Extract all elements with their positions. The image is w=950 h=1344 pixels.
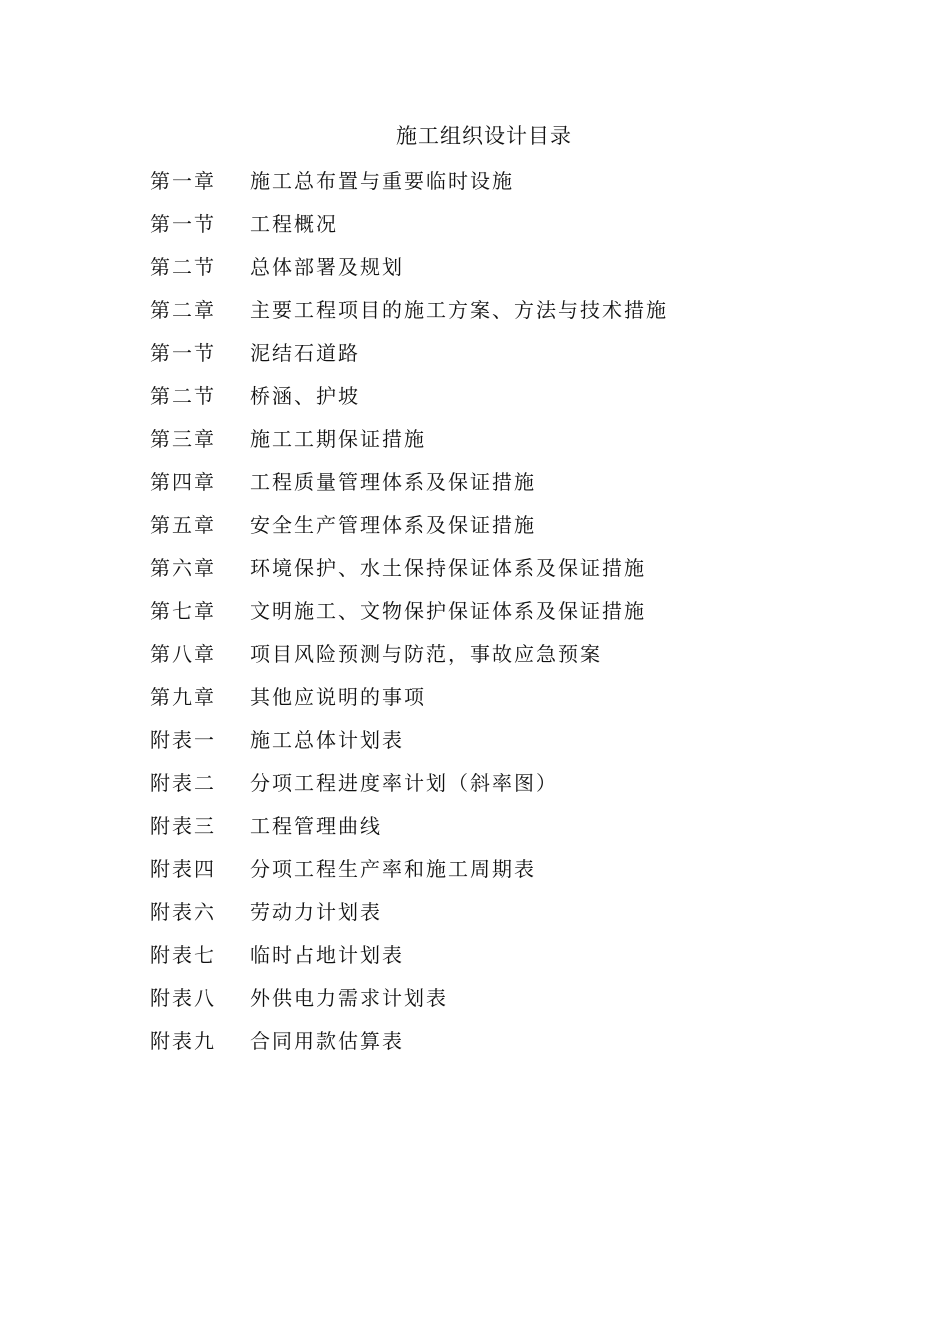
toc-entry-text: 施工总布置与重要临时设施 (250, 169, 514, 193)
toc-entry-text: 主要工程项目的施工方案、方法与技术措施 (250, 298, 668, 322)
toc-entry-text: 分项工程生产率和施工周期表 (250, 857, 536, 881)
toc-entry (150, 979, 668, 1022)
toc-entry-text: 临时占地计划表 (250, 943, 404, 967)
toc-entry-text: 环境保护、水土保持保证体系及保证措施 (250, 556, 646, 580)
toc-entry-text: 合同用款估算表 (250, 1029, 404, 1053)
toc-entry (150, 635, 668, 678)
toc-entry (150, 162, 668, 205)
toc-entry-text: 安全生产管理体系及保证措施 (250, 513, 536, 537)
toc-entry-label: 附表七 (150, 943, 216, 967)
toc-entry-label: 附表九 (150, 1029, 216, 1053)
toc-entry (150, 420, 668, 463)
toc-entry-text: 劳动力计划表 (250, 900, 382, 924)
toc-entry (150, 678, 668, 721)
toc-entry (150, 721, 668, 764)
table-of-contents (150, 162, 668, 1065)
toc-entry-label: 第七章 (150, 599, 216, 623)
toc-entry-text: 文明施工、文物保护保证体系及保证措施 (250, 599, 646, 623)
toc-entry-label: 第二节 (150, 384, 216, 408)
toc-entry-label: 附表三 (150, 814, 216, 838)
toc-entry-text: 总体部署及规划 (250, 255, 404, 279)
toc-entry-text: 工程概况 (250, 212, 338, 236)
toc-entry-label: 第四章 (150, 470, 216, 494)
toc-entry-text: 其他应说明的事项 (250, 685, 426, 709)
toc-entry (150, 549, 668, 592)
toc-entry-label: 第一节 (150, 212, 216, 236)
toc-entry (150, 205, 668, 248)
toc-entry (150, 377, 668, 420)
toc-entry-text: 施工工期保证措施 (250, 427, 426, 451)
toc-entry-label: 第二节 (150, 255, 216, 279)
toc-entry (150, 334, 668, 377)
toc-entry (150, 463, 668, 506)
page-title: 施工组织设计目录 (396, 124, 572, 148)
toc-entry-label: 第五章 (150, 513, 216, 537)
toc-entry-label: 附表六 (150, 900, 216, 924)
toc-entry-label: 第三章 (150, 427, 216, 451)
toc-entry-text: 施工总体计划表 (250, 728, 404, 752)
toc-entry (150, 850, 668, 893)
toc-entry (150, 1022, 668, 1065)
toc-entry-label: 第一章 (150, 169, 216, 193)
toc-entry (150, 893, 668, 936)
toc-entry-text: 工程管理曲线 (250, 814, 382, 838)
toc-entry-label: 附表二 (150, 771, 216, 795)
toc-entry-text: 项目风险预测与防范，事故应急预案 (250, 642, 602, 666)
toc-entry (150, 807, 668, 850)
toc-entry-text: 外供电力需求计划表 (250, 986, 448, 1010)
toc-entry (150, 592, 668, 635)
toc-entry (150, 506, 668, 549)
toc-entry-label: 附表八 (150, 986, 216, 1010)
toc-entry-label: 第一节 (150, 341, 216, 365)
toc-entry-label: 第九章 (150, 685, 216, 709)
toc-entry (150, 248, 668, 291)
toc-entry-label: 第六章 (150, 556, 216, 580)
toc-entry-text: 工程质量管理体系及保证措施 (250, 470, 536, 494)
toc-entry-text: 泥结石道路 (250, 341, 360, 365)
toc-entry (150, 936, 668, 979)
toc-entry-label: 第二章 (150, 298, 216, 322)
toc-entry-text: 桥涵、护坡 (250, 384, 360, 408)
toc-entry-label: 第八章 (150, 642, 216, 666)
toc-entry (150, 764, 668, 807)
toc-entry (150, 291, 668, 334)
toc-entry-text: 分项工程进度率计划（斜率图） (250, 771, 558, 795)
toc-entry-label: 附表一 (150, 728, 216, 752)
toc-entry-label: 附表四 (150, 857, 216, 881)
